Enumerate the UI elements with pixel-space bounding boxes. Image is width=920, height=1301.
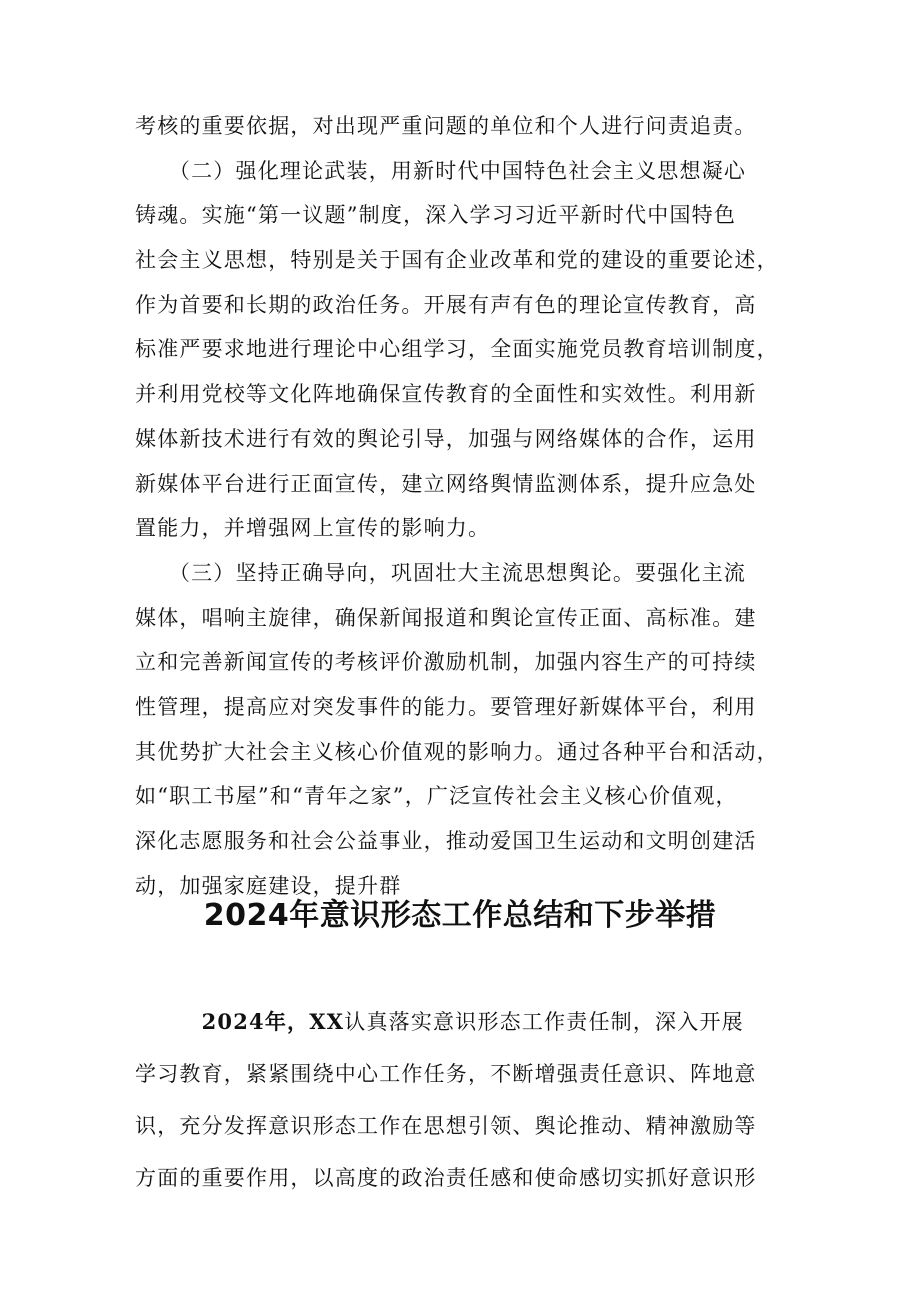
text-line: 考核的重要依据，对出现严重问题的单位和个人进行问责追责。 xyxy=(135,114,757,138)
text-line: 媒体，唱响主旋律，确保新闻报道和舆论宣传正面、高标准。建 xyxy=(135,605,757,630)
text-line: 性管理，提高应对突发事件的能力。要管理好新媒体平台，利用 xyxy=(135,694,757,719)
text-line: 置能力，并增强网上宣传的影响力。 xyxy=(135,516,491,541)
text-line: 并利用党校等文化阵地确保宣传教育的全面性和实效性。利用新 xyxy=(135,382,757,407)
text-line: （三）坚持正确导向，巩固壮大主流思想舆论。要强化主流 xyxy=(135,560,747,585)
text-line: （二）强化理论武装，用新时代中国特色社会主义思想凝心 xyxy=(135,158,747,183)
intro-subject: 2024年，XX xyxy=(201,1009,345,1034)
text-line: 立和完善新闻宣传的考核评价激励机制，加强内容生产的可持续 xyxy=(135,650,757,675)
document-title: 2024年意识形态工作总结和下步举措 xyxy=(203,898,717,933)
text-line: 媒体新技术进行有效的舆论引导，加强与网络媒体的合作，运用 xyxy=(135,426,757,451)
text-line xyxy=(135,996,793,1048)
text-line: 其优势扩大社会主义核心价值观的影响力。通过各种平台和活动， xyxy=(135,739,779,764)
text-line: 作为首要和长期的政治任务。开展有声有色的理论宣传教育，高 xyxy=(135,292,757,317)
text-line: 铸魂。实施“第一议题”制度，深入学习习近平新时代中国特色 xyxy=(135,203,737,228)
text-line: 社会主义思想，特别是关于国有企业改革和党的建设的重要论述， xyxy=(135,248,779,273)
summary-intro-text xyxy=(135,996,793,1204)
text-line: 学习教育，紧紧围绕中心工作任务，不断增强责任意识、阵地意 xyxy=(135,1062,757,1086)
text-line: 如“职工书屋”和“青年之家”，广泛宣传社会主义核心价值观， xyxy=(135,784,738,809)
text-line: 深化志愿服务和社会公益事业，推动爱国卫生运动和文明创建活 xyxy=(135,829,757,853)
previous-section-text xyxy=(135,104,793,908)
text-line: 动，加强家庭建设，提升群 xyxy=(135,873,402,898)
text-line: 标准严要求地进行理论中心组学习，全面实施党员教育培训制度， xyxy=(135,337,779,362)
text-line: 方面的重要作用，以高度的政治责任感和使命感切实抓好意识形 xyxy=(135,1166,757,1190)
text-line: 识，充分发挥意识形态工作在思想引领、舆论推动、精神激励等 xyxy=(135,1114,757,1138)
intro-rest: 认真落实意识形态工作责任制，深入开展 xyxy=(344,1010,744,1034)
text-line: 新媒体平台进行正面宣传，建立网络舆情监测体系，提升应急处 xyxy=(135,471,757,496)
